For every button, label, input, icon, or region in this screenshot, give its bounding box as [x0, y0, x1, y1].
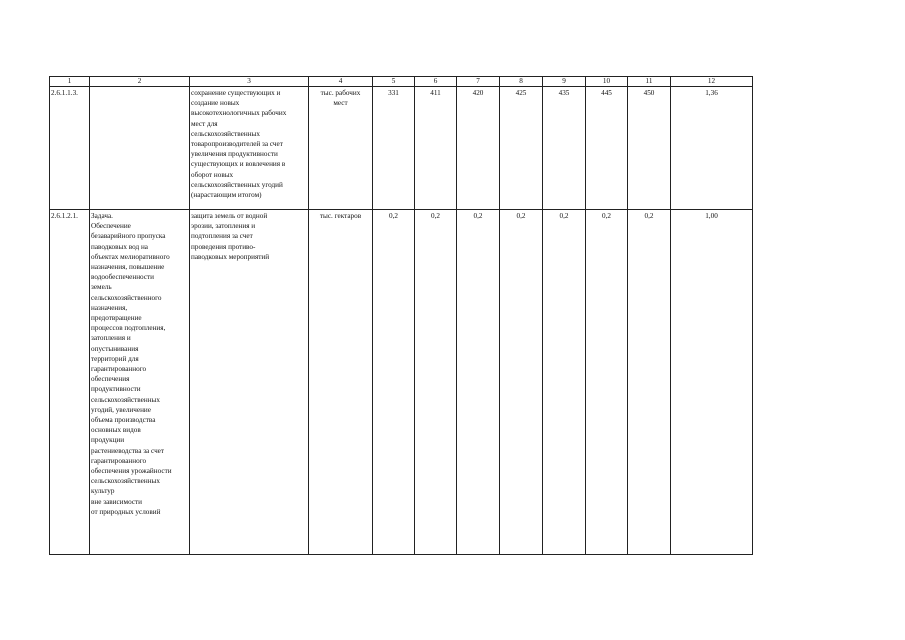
- cell-line: объектах мелиоративного: [91, 252, 170, 261]
- column-number: 5: [373, 77, 415, 87]
- cell-line: водообеспеченности: [91, 273, 155, 282]
- cell-line: эрозии, затопления и: [191, 222, 256, 231]
- column-number: 3: [190, 77, 309, 87]
- value-cell: 1,36: [671, 87, 753, 210]
- cell-line: гарантированного: [91, 456, 147, 465]
- cell-line: затопления и: [91, 334, 131, 343]
- cell-line: паводковых мероприятий: [191, 252, 270, 261]
- goal-cell: [90, 87, 190, 210]
- value-cell: 0,2: [373, 210, 415, 555]
- cell-line: опустынивания: [91, 344, 139, 353]
- column-number: 7: [457, 77, 500, 87]
- cell-line: сельскохозяйственных: [91, 395, 160, 404]
- cell-line: Задача.: [91, 212, 113, 220]
- cell-line: от природных условий: [91, 507, 161, 516]
- cell-line: сельскохозяйственных угодий: [191, 180, 283, 189]
- cell-line: подтопления за счет: [191, 232, 253, 241]
- value-cell: 425: [500, 87, 543, 210]
- cell-line: обеспечения: [91, 375, 130, 384]
- cell-line: земель: [91, 283, 112, 292]
- cell-line: безаварийного пропуска: [91, 232, 166, 241]
- cell-line: Обеспечение: [91, 222, 131, 231]
- cell-line: растениеводства за счет: [91, 446, 165, 455]
- cell-line: назначения,: [91, 303, 128, 312]
- cell-line: тыс. рабочих: [320, 89, 361, 97]
- cell-line: объема производства: [91, 416, 156, 425]
- value-cell: 0,2: [543, 210, 586, 555]
- table-body: [50, 77, 753, 555]
- unit-cell: [309, 87, 373, 210]
- column-number: 1: [50, 77, 90, 87]
- cell-line: паводковых вод на: [91, 242, 148, 251]
- value-cell: 435: [543, 87, 586, 210]
- cell-line: сохранение существующих и: [191, 89, 281, 97]
- column-number: 2: [90, 77, 190, 87]
- cell-line: мест: [333, 99, 348, 108]
- cell-line: продукции: [91, 436, 125, 445]
- cell-line: культур: [91, 487, 115, 496]
- cell-line: назначения, повышение: [91, 263, 165, 272]
- value-cell: 0,2: [586, 210, 628, 555]
- cell-line: существующих и вовлечения в: [191, 160, 286, 169]
- column-number: 6: [415, 77, 457, 87]
- column-number: 8: [500, 77, 543, 87]
- table-row: [50, 87, 753, 210]
- column-number-row: [50, 77, 753, 87]
- cell-line: защита земель от водной: [191, 212, 268, 220]
- cell-line: создание новых: [191, 99, 240, 108]
- cell-line: сельскохозяйственных: [191, 129, 260, 138]
- row-code: 2.6.1.1.3.: [50, 87, 90, 210]
- table-row: [50, 210, 753, 555]
- value-cell: 1,00: [671, 210, 753, 555]
- value-cell: 0,2: [415, 210, 457, 555]
- cell-line: процессов подтопления,: [91, 324, 166, 333]
- goal-cell: [90, 210, 190, 555]
- cell-line: тыс. гектаров: [319, 212, 362, 220]
- cell-line: гарантированного: [91, 365, 147, 374]
- cell-line: вне зависимости: [91, 497, 143, 506]
- value-cell: 0,2: [500, 210, 543, 555]
- value-cell: 420: [457, 87, 500, 210]
- cell-line: оборот новых: [191, 170, 234, 179]
- value-cell: 411: [415, 87, 457, 210]
- column-number: 9: [543, 77, 586, 87]
- unit-cell: [309, 210, 373, 555]
- value-cell: 445: [586, 87, 628, 210]
- row-code: 2.6.1.2.1.: [50, 210, 90, 555]
- column-number: 11: [628, 77, 671, 87]
- indicator-cell: [190, 210, 309, 555]
- cell-line: увеличения продуктивности: [191, 150, 278, 159]
- column-number: 4: [309, 77, 373, 87]
- cell-line: товаропроизводителей за счет: [191, 140, 283, 149]
- cell-line: предотвращение: [91, 314, 142, 323]
- indicator-table: [49, 76, 753, 555]
- value-cell: 0,2: [457, 210, 500, 555]
- cell-line: территорий для: [91, 354, 139, 363]
- cell-line: продуктивности: [91, 385, 141, 394]
- column-number: 10: [586, 77, 628, 87]
- cell-line: обеспечения урожайности: [91, 467, 172, 476]
- value-cell: 450: [628, 87, 671, 210]
- cell-line: (нарастающим итогом): [191, 191, 262, 200]
- value-cell: 331: [373, 87, 415, 210]
- cell-line: сельскохозяйственных: [91, 477, 160, 486]
- cell-line: проведения противо-: [191, 242, 256, 251]
- cell-line: сельскохозяйственного: [91, 293, 162, 302]
- cell-line: высокотехнологичных рабочих: [191, 109, 287, 118]
- cell-line: мест для: [191, 119, 218, 128]
- column-number: 12: [671, 77, 753, 87]
- value-cell: 0,2: [628, 210, 671, 555]
- indicator-cell: [190, 87, 309, 210]
- cell-line: угодий, увеличение: [91, 405, 151, 414]
- cell-line: основных видов: [91, 426, 141, 435]
